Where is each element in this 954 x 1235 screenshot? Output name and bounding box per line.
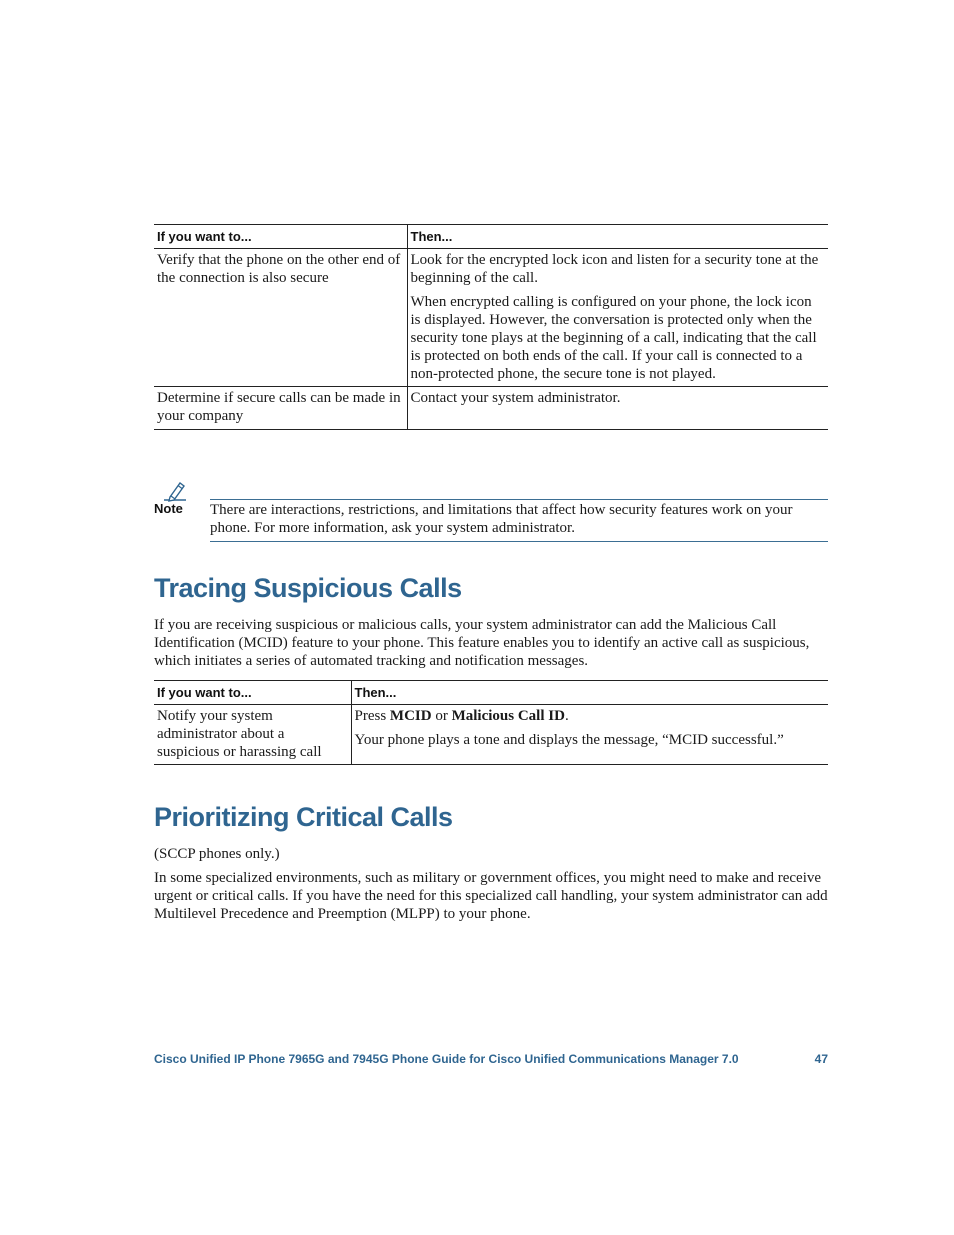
table-cell-want: Verify that the phone on the other end of the connection is also secure: [154, 249, 407, 387]
table-cell-then: [407, 249, 828, 387]
note-callout: [154, 480, 828, 544]
table-cell-then: [351, 705, 828, 765]
prioritizing-scope: (SCCP phones only.): [154, 846, 280, 862]
page-number: 47: [814, 1052, 828, 1066]
column-header-want: If you want to...: [154, 225, 407, 249]
table-row: [154, 705, 828, 765]
table-header-row: [154, 225, 828, 249]
tracing-intro: If you are receiving suspicious or malicious calls, your system administrator can add the Malicious Call Identification (MCID) feature to your phone. This feature enables you to identify an active call as suspicious, which initiates a series of automated tracking and notification messages.: [154, 617, 810, 669]
then-paragraph: Look for the encrypted lock icon and listen for a security tone at the beginning of the call.: [410, 252, 819, 286]
note-label: Note: [154, 501, 183, 516]
column-header-want: If you want to...: [154, 681, 351, 705]
column-header-then: Then...: [351, 681, 828, 705]
column-header-then: Then...: [407, 225, 828, 249]
mcid-key: MCID: [389, 708, 432, 724]
page-footer: [154, 1052, 828, 1066]
press-instruction: [355, 707, 826, 725]
note-rule-bottom: [210, 541, 828, 542]
press-or: or: [431, 708, 452, 724]
then-paragraph: Contact your system administrator.: [410, 390, 621, 406]
note-text: There are interactions, restrictions, and limitations that affect how security features work on your phone. For more information, ask your system administrator.: [210, 502, 793, 536]
table-row: [154, 387, 828, 430]
mcid-table: [154, 680, 828, 765]
press-prefix: Press: [354, 708, 390, 724]
malicious-call-id-key: Malicious Call ID: [451, 708, 565, 724]
then-paragraph: When encrypted calling is configured on your phone, the lock icon is displayed. However, the conversation is protected only when the security tone plays at the beginning of a call, indicating that the call is protected on both ends of the call. If your call is connected to a non-protected phone, the secure tone is not played.: [410, 294, 817, 382]
security-table: [154, 224, 828, 430]
footer-title: Cisco Unified IP Phone 7965G and 7945G Phone Guide for Cisco Unified Communications Manager 7.0: [154, 1052, 739, 1066]
section-heading-tracing: Tracing Suspicious Calls: [154, 573, 462, 603]
table-cell-want: Notify your system administrator about a suspicious or harassing call: [154, 705, 351, 765]
table-header-row: [154, 681, 828, 705]
table-row: [154, 249, 828, 387]
pencil-icon: [162, 480, 188, 502]
result-text: Your phone plays a tone and displays the message, “MCID successful.”: [354, 732, 784, 748]
table-cell-then: [407, 387, 828, 430]
press-end: .: [564, 708, 569, 724]
prioritizing-body: In some specialized environments, such as military or government offices, you might need to make and receive urgent or critical calls. If you have the need for this specialized call handling, your system administrator can add Multilevel Precedence and Preemption (MLPP) to your phone.: [154, 870, 828, 922]
note-rule-top: [210, 499, 828, 500]
table-cell-want: Determine if secure calls can be made in your company: [154, 387, 407, 430]
section-heading-prioritizing: Prioritizing Critical Calls: [154, 802, 453, 832]
